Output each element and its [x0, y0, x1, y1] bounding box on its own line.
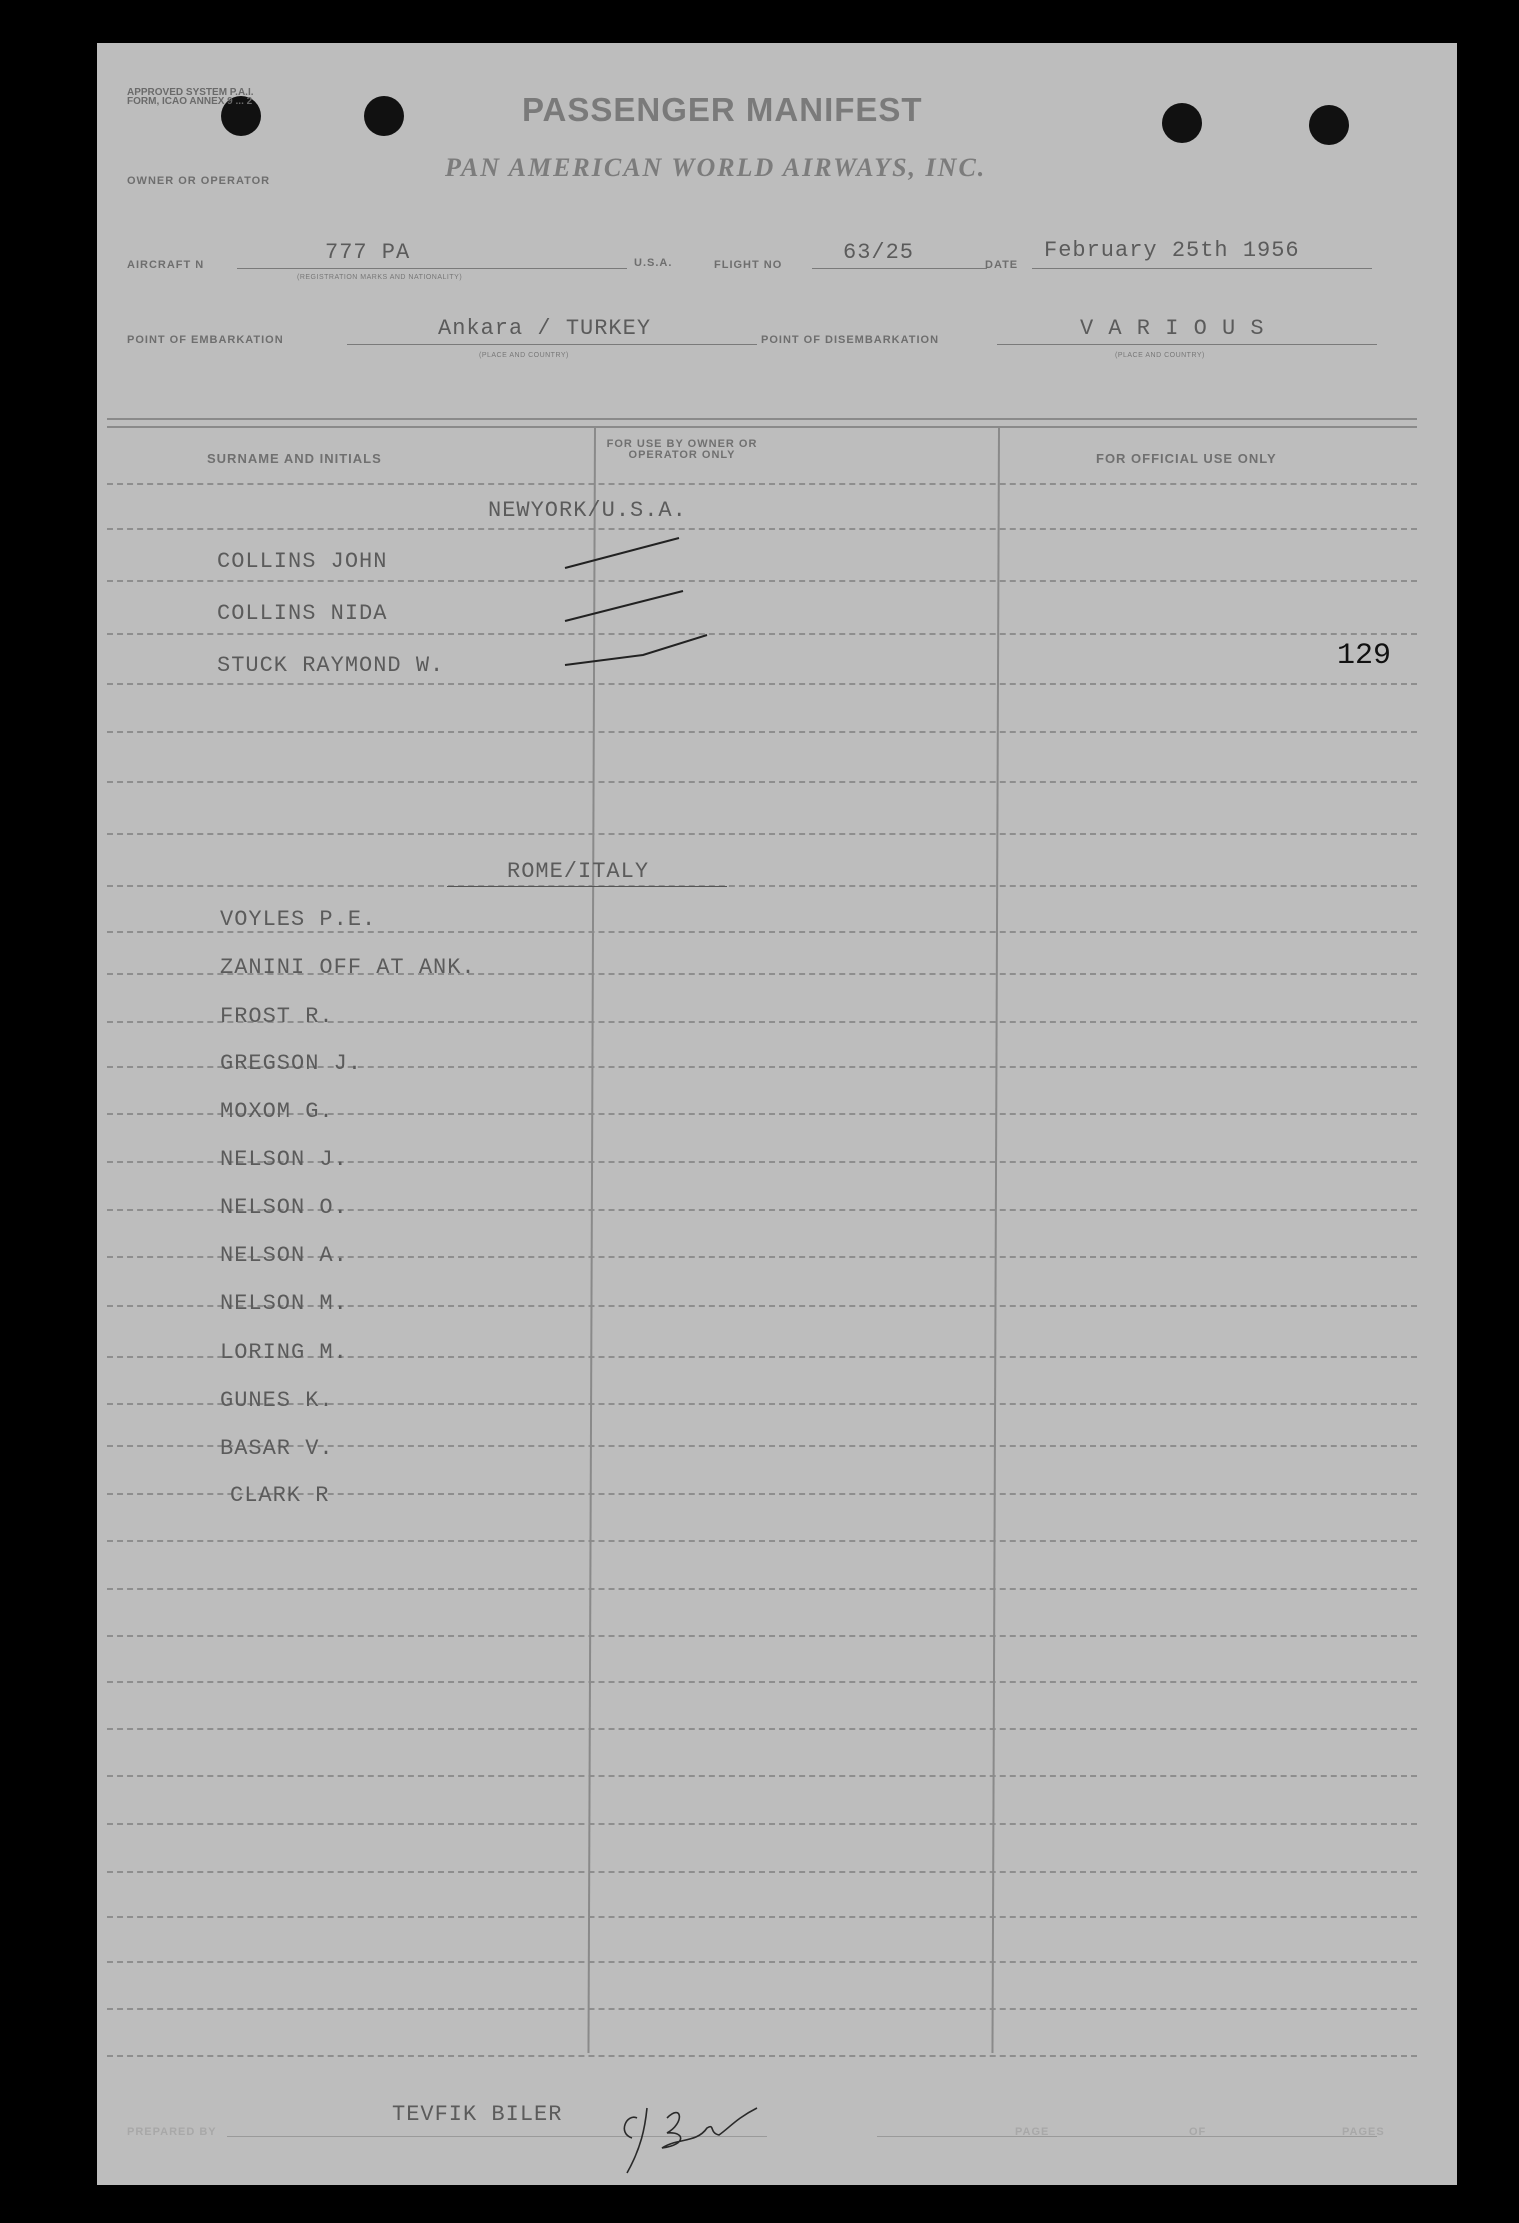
- embark-underline: [347, 344, 757, 345]
- row-rule: [107, 528, 1417, 530]
- row-rule: [107, 731, 1417, 733]
- embark-sublabel: (PLACE AND COUNTRY): [479, 352, 569, 359]
- row-rule: [107, 1681, 1417, 1683]
- passenger-name: ZANINI OFF AT ANK.: [220, 955, 476, 980]
- usa-label: U.S.A.: [634, 257, 673, 269]
- punch-hole: [364, 96, 404, 136]
- row-rule: [107, 1961, 1417, 1963]
- passenger-name: COLLINS JOHN: [217, 549, 388, 574]
- date-label: DATE: [985, 259, 1019, 271]
- row-rule: [107, 683, 1417, 685]
- flight-value: 63/25: [843, 240, 915, 265]
- check-marks: [557, 523, 737, 723]
- column-divider: [991, 427, 1000, 2053]
- form-title: PASSENGER MANIFEST: [522, 91, 923, 128]
- punch-hole: [1162, 103, 1202, 143]
- section-heading: ROME/ITALY: [507, 859, 650, 884]
- row-rule: [107, 1540, 1417, 1542]
- date-underline: [1032, 268, 1372, 269]
- row-rule: [107, 2008, 1417, 2010]
- passenger-name: NELSON M.: [220, 1291, 348, 1316]
- disembark-label: POINT OF DISEMBARKATION: [761, 334, 940, 346]
- official-number: 129: [1337, 639, 1392, 673]
- passenger-name: GREGSON J.: [220, 1051, 363, 1076]
- passenger-name: LORING M.: [220, 1340, 348, 1365]
- col-header-owner-use: FOR USE BY OWNER OR OPERATOR ONLY: [606, 438, 758, 461]
- row-rule: [107, 1588, 1417, 1590]
- section-heading-underline: [447, 886, 727, 887]
- row-rule: [107, 1728, 1417, 1730]
- flight-underline: [812, 268, 987, 269]
- prepared-value: TEVFIK BILER: [392, 2102, 563, 2127]
- col-header-official-use: FOR OFFICIAL USE ONLY: [1096, 451, 1277, 466]
- prepared-label: PREPARED BY: [127, 2126, 217, 2138]
- row-rule: [107, 885, 1417, 887]
- aircraft-underline: [237, 268, 627, 269]
- disembark-sublabel: (PLACE AND COUNTRY): [1115, 352, 1205, 359]
- aircraft-value: 777 PA: [325, 240, 411, 265]
- col-header-surname: SURNAME AND INITIALS: [207, 451, 382, 466]
- section-heading: NEWYORK/U.S.A.: [488, 498, 687, 523]
- row-rule: [107, 580, 1417, 582]
- signature: [607, 2073, 807, 2183]
- passenger-name: NELSON O.: [220, 1195, 348, 1220]
- row-rule: [107, 1871, 1417, 1873]
- row-rule: [107, 2055, 1417, 2057]
- approval-note: APPROVED SYSTEM P.A.I. FORM, ICAO ANNEX 9 ... 2: [127, 87, 254, 107]
- row-rule: [107, 1635, 1417, 1637]
- row-rule: [107, 633, 1417, 635]
- passenger-name: GUNES K.: [220, 1388, 334, 1413]
- passenger-name: CLARK R: [230, 1483, 330, 1508]
- passenger-name: NELSON A.: [220, 1243, 348, 1268]
- row-rule: [107, 483, 1417, 485]
- page-label: PAGE: [1015, 2126, 1050, 2138]
- row-rule: [107, 1775, 1417, 1777]
- row-rule: [107, 781, 1417, 783]
- passenger-name: MOXOM G.: [220, 1099, 334, 1124]
- aircraft-label: AIRCRAFT N: [127, 259, 205, 271]
- punch-hole: [1309, 105, 1349, 145]
- header-rule: [107, 418, 1417, 420]
- disembark-value: V A R I O U S: [1080, 316, 1265, 341]
- passenger-name: FROST R.: [220, 1004, 334, 1029]
- passenger-name: STUCK RAYMOND W.: [217, 653, 445, 678]
- flight-label: FLIGHT NO: [714, 259, 783, 271]
- row-rule: [107, 1916, 1417, 1918]
- row-rule: [107, 1823, 1417, 1825]
- row-rule: [107, 833, 1417, 835]
- passenger-name: BASAR V.: [220, 1436, 334, 1461]
- manifest-sheet: [97, 43, 1457, 2185]
- header-rule: [107, 426, 1417, 428]
- pages-label: PAGES: [1342, 2126, 1385, 2138]
- page-underline: [877, 2136, 1377, 2137]
- embark-value: Ankara / TURKEY: [438, 316, 652, 341]
- owner-value: PAN AMERICAN WORLD AIRWAYS, INC.: [445, 153, 987, 182]
- passenger-name: NELSON J.: [220, 1147, 348, 1172]
- passenger-name: VOYLES P.E.: [220, 907, 377, 932]
- embark-label: POINT OF EMBARKATION: [127, 334, 284, 346]
- owner-label: OWNER OR OPERATOR: [127, 175, 271, 187]
- of-label: OF: [1189, 2126, 1207, 2138]
- disembark-underline: [997, 344, 1377, 345]
- passenger-name: COLLINS NIDA: [217, 601, 388, 626]
- date-value: February 25th 1956: [1044, 238, 1300, 263]
- aircraft-sublabel: (REGISTRATION MARKS AND NATIONALITY): [297, 274, 463, 281]
